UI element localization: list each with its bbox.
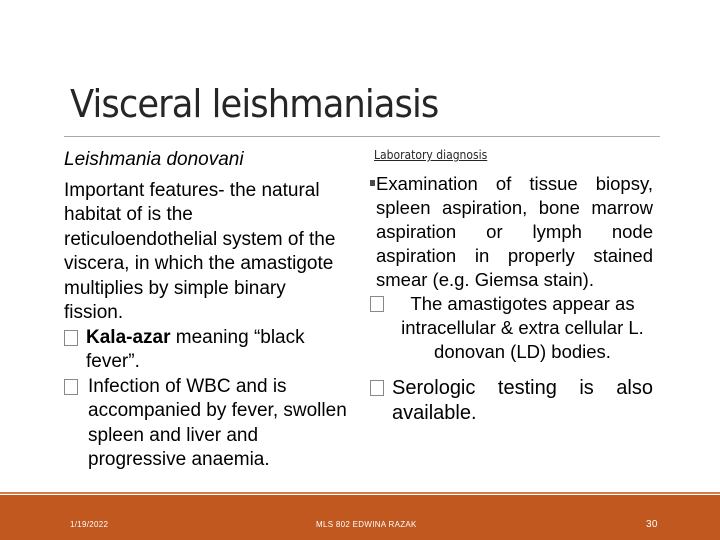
bullet-box-icon bbox=[370, 380, 384, 396]
bullet-box-icon bbox=[370, 296, 384, 312]
infection-bullet bbox=[64, 375, 348, 473]
kala-azar-meaning: meaning “black fever”. bbox=[86, 326, 305, 372]
examination-text-block bbox=[370, 172, 653, 292]
examination-text: Examination of tissue biopsy, spleen aspiration, bone marrow aspiration or lymph node aspiration in properly stained smear (e.g. Giemsa stain). bbox=[376, 173, 653, 290]
serologic-text: Serologic testing is also available. bbox=[392, 377, 653, 424]
right-column bbox=[370, 148, 653, 426]
square-bullet-icon bbox=[370, 180, 375, 186]
organism-subtitle: Leishmania donovani bbox=[64, 149, 244, 170]
page-number: 30 bbox=[646, 519, 658, 530]
lab-diagnosis-heading: Laboratory diagnosis bbox=[374, 148, 488, 162]
features-paragraph: Important features- the natural habitat of is the reticuloendothelial system of the viscera, in which the amastigote multiplies by simple binary fission. bbox=[64, 179, 336, 323]
title-divider bbox=[64, 136, 660, 137]
footer-author: MLS 802 EDWINA RAZAK bbox=[316, 520, 417, 529]
amastigotes-bullet bbox=[370, 292, 653, 364]
footer-date: 1/19/2022 bbox=[70, 520, 109, 529]
left-column bbox=[64, 148, 348, 473]
footer-bar bbox=[0, 495, 720, 540]
bullet-box-icon bbox=[64, 330, 78, 346]
slide-title: Visceral leishmaniasis bbox=[70, 82, 439, 126]
kala-azar-term: Kala-azar bbox=[86, 326, 171, 348]
infection-text: Infection of WBC and is accompanied by fever, swollen spleen and liver and progressive anaemia. bbox=[88, 375, 347, 470]
bullet-box-icon bbox=[64, 379, 78, 395]
serologic-bullet bbox=[370, 376, 653, 426]
amastigotes-text: The amastigotes appear as intracellular & extra cellular L. donovan (LD) bodies. bbox=[401, 293, 644, 362]
kala-azar-bullet bbox=[64, 326, 348, 375]
footer-accent-line bbox=[0, 492, 720, 494]
